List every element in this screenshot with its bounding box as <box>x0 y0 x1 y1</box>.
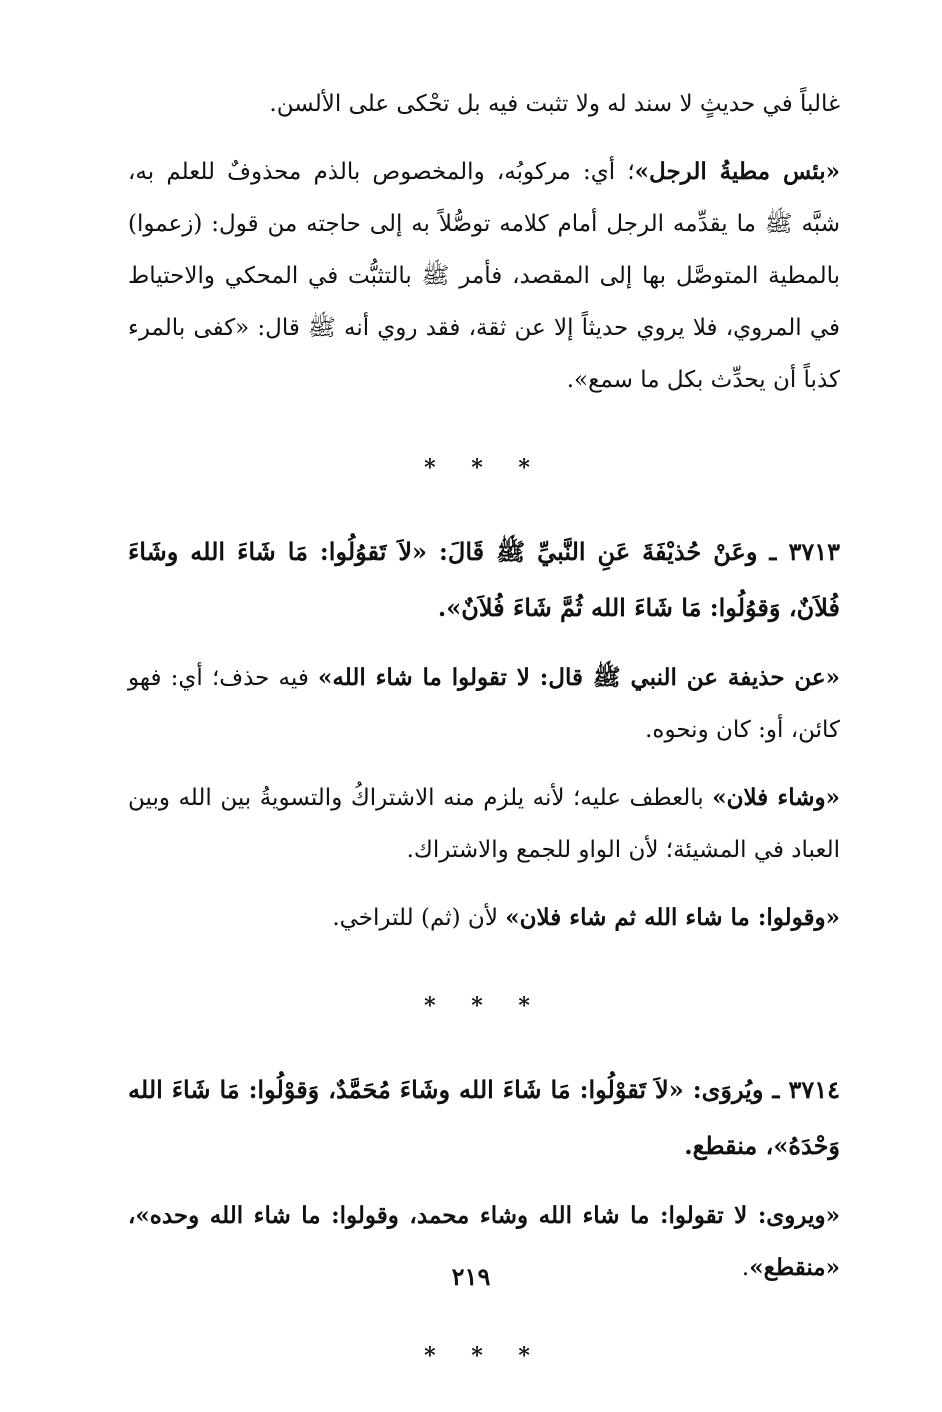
section-separator: * * * <box>424 1343 544 1369</box>
page-number: ٢١٩ <box>451 1262 491 1291</box>
lemma: «بئس مطيةُ الرجل» <box>634 158 840 185</box>
section-separator: * * * <box>424 993 544 1019</box>
section-separator: * * * <box>424 455 544 481</box>
page-body <box>128 78 840 1412</box>
commentary-text: . <box>741 1255 750 1281</box>
hadith-3714: ٣٧١٤ ـ ويُروَى: «لاَ تَقوْلُوا: مَا شَاءَ الله وشَاءَ مُحَمَّدٌ، وَقوْلُوا: مَا شَاءَ الله وَحْدَهُ»، منقطع. <box>128 1075 840 1160</box>
commentary-text: ؛ أي: مركوبُه، والمخصوص بالذم محذوفٌ للعلم به، شبَّه ﷺ ما يقدِّمه الرجل أمام كلامه توصُّلاً به إلى حاجته من قول: (زعموا) بالمطية المتوصَّل بها إلى المقصد، فأمر ﷺ بالتثبُّت في المحكي والاحتياط في المروي، فلا يروي حديثاً إلا عن ثقة، فقد روي أنه ﷺ قال: «كفى بالمرء كذباً أن يحدِّث بكل ما سمع». <box>128 159 840 393</box>
lemma: «وشاء فلان» <box>712 784 840 811</box>
commentary-text: بالعطف عليه؛ لأنه يلزم منه الاشتراكُ والتسويةُ بين الله وبين العباد في المشيئة؛ لأن الواو للجمع والاشتراك. <box>128 785 840 863</box>
paragraph-continuation <box>128 78 840 130</box>
paragraph-text: غالباً في حديثٍ لا سند له ولا تثبت فيه بل تحْكى على الألسن. <box>269 91 840 117</box>
commentary-paragraph <box>128 772 840 876</box>
lemma: «وقولوا: ما شاء الله ثم شاء فلان» <box>505 904 840 931</box>
commentary-text: لأن (ثم) للتراخي. <box>332 905 506 931</box>
commentary-text: فيه حذف؛ أي: فهو كائن، أو: كان ونحوه. <box>128 665 840 743</box>
lemma: «ويروى: لا تقولوا: ما شاء الله وشاء محمد، وقولوا: ما شاء الله وحده»، «منقطع» <box>128 1202 840 1281</box>
commentary-paragraph <box>128 892 840 944</box>
commentary-paragraph <box>128 146 840 406</box>
hadith-3713: ٣٧١٣ ـ وعَنْ حُذيْفَةَ عَنِ النَّبيِّ ﷺ قَالَ: «لاَ تَقوُلُوا: مَا شَاءَ الله وشَاءَ فُلاَنٌ، وَقوُلُوا: مَا شَاءَ الله ثُمَّ شَاءَ فُلاَنٌ». <box>128 537 840 622</box>
commentary-paragraph <box>128 652 840 756</box>
lemma: «عن حذيفة عن النبي ﷺ قال: لا تقولوا ما شاء الله» <box>318 664 840 691</box>
